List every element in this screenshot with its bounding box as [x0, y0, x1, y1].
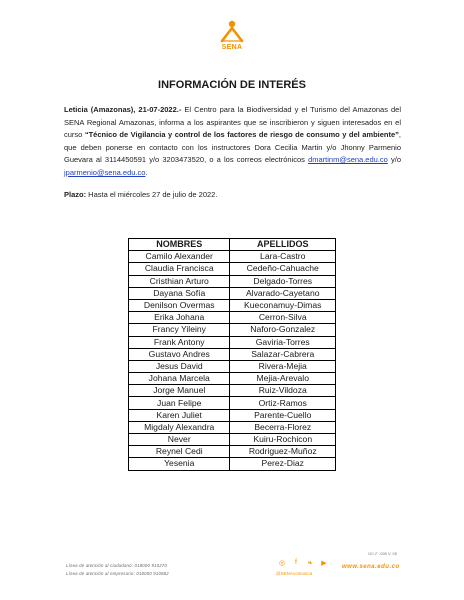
cell-nombre: Juan Felipe: [129, 397, 230, 409]
table-row: [129, 434, 336, 446]
cell-nombre: Erika Johana: [129, 312, 230, 324]
table-header-row: [129, 239, 336, 251]
cell-apellido: Becerra-Florez: [230, 421, 336, 433]
cell-apellido: Salazar-Cabrera: [230, 348, 336, 360]
social-handle: @SENAcomunica: [276, 571, 313, 576]
table-row: [129, 275, 336, 287]
cell-nombre: Jorge Manuel: [129, 385, 230, 397]
facebook-icon[interactable]: f: [295, 559, 297, 566]
sena-logo-icon: [216, 20, 248, 44]
header-apellidos: APELLIDOS: [230, 239, 336, 251]
table-row: [129, 397, 336, 409]
header-nombres: NOMBRES: [129, 239, 230, 251]
table-row: [129, 421, 336, 433]
deadline: [64, 190, 401, 199]
footer-contact: [66, 562, 169, 578]
cell-apellido: Ruiz-Vildoza: [230, 385, 336, 397]
cell-apellido: Delgado-Torres: [230, 275, 336, 287]
email-link-dmartinm[interactable]: dmartinm@sena.edu.co: [308, 155, 388, 165]
cell-apellido: Cerron-Silva: [230, 312, 336, 324]
cell-nombre: Dayana Sofía: [129, 287, 230, 299]
cell-apellido: Parente-Cuello: [230, 409, 336, 421]
cell-apellido: Kuiru-Rochicon: [230, 434, 336, 446]
info-paragraph: [64, 104, 401, 180]
dateline: Leticia (Amazonas), 21-07-2022.-: [64, 105, 182, 114]
table-row: [129, 385, 336, 397]
table-row: [129, 348, 336, 360]
cell-nombre: Yesenia: [129, 458, 230, 470]
deadline-text: Hasta el miércoles 27 de julio de 2022.: [86, 190, 218, 199]
table-row: [129, 409, 336, 421]
paragraph-end: .: [145, 167, 148, 177]
table-row: [129, 373, 336, 385]
business-line: Línea de atención al empresario: 018000 910682: [66, 571, 169, 576]
applicants-table: [128, 238, 336, 471]
document-code: GC-F -005 V. 05: [368, 551, 397, 556]
paragraph-body-1: El Centro para la Biodiversidad y el Turismo del Amazonas del SENA Regional Amazonas, informa a los aspirantes que se inscribieron y siguen interesados en el curso: [64, 105, 401, 140]
cell-nombre: Frank Antony: [129, 336, 230, 348]
citizen-line: Línea de atención al ciudadano: 018000 910270: [66, 563, 167, 568]
table-row: [129, 458, 336, 470]
cell-nombre: Francy Yileiny: [129, 324, 230, 336]
cell-apellido: Lara-Castro: [230, 251, 336, 263]
cell-apellido: Rodriguez-Muñoz: [230, 446, 336, 458]
page-title: INFORMACIÓN DE INTERÉS: [158, 79, 306, 91]
cell-nombre: Never: [129, 434, 230, 446]
cell-apellido: Mejia-Arevalo: [230, 373, 336, 385]
instagram-icon[interactable]: ◎: [278, 560, 286, 567]
cell-apellido: Alvarado-Cayetano: [230, 287, 336, 299]
table-row: [129, 287, 336, 299]
cell-nombre: Camilo Alexander: [129, 251, 230, 263]
table-row: [129, 336, 336, 348]
youtube-icon[interactable]: ▶: [321, 560, 327, 567]
cell-apellido: Naforo-Gonzalez: [230, 324, 336, 336]
cell-apellido: Cedeño-Cahuache: [230, 263, 336, 275]
email-link-jparmenio[interactable]: jparmenio@sena.edu.co: [64, 167, 146, 177]
cell-apellido: Rivera-Mejia: [230, 360, 336, 372]
table-row: [129, 324, 336, 336]
table-row: [129, 251, 336, 263]
cell-nombre: Karen Juliet: [129, 409, 230, 421]
table-row: [129, 263, 336, 275]
cell-nombre: Reynel Cedi: [129, 446, 230, 458]
cell-nombre: Johana Marcela: [129, 373, 230, 385]
deadline-label: Plazo:: [64, 190, 87, 199]
cell-nombre: Denilson Overmas: [129, 299, 230, 311]
cell-nombre: Jesus David: [129, 360, 230, 372]
cell-nombre: Gustavo Andres: [129, 348, 230, 360]
table-row: [129, 299, 336, 311]
cell-nombre: Migdaly Alexandra: [129, 421, 230, 433]
course-name: “Técnico de Vigilancia y control de los factores de riesgo de consumo y del ambiente”: [84, 130, 399, 140]
cell-nombre: Claudia Francisca: [129, 263, 230, 275]
paragraph-body-2: , que deben ponerse en contacto con los instructores Dora Cecilia Martin y/o Jhonny Parmenio Guevara al 3114450591 y/o 3203473520, o a los correos electrónicos: [64, 130, 401, 165]
cell-nombre: Cristhian Arturo: [129, 275, 230, 287]
email-separator: y/o: [387, 155, 401, 165]
sena-logo: [216, 20, 248, 54]
cell-apellido: Kueconamuy-Dimas: [230, 299, 336, 311]
cell-apellido: Perez-Diaz: [230, 458, 336, 470]
cell-apellido: Gaviria-Torres: [230, 336, 336, 348]
table-row: [129, 312, 336, 324]
table-row: [129, 446, 336, 458]
website-link[interactable]: www.sena.edu.co: [342, 564, 400, 570]
twitter-icon[interactable]: ❧: [307, 560, 313, 567]
cell-apellido: Ortiz-Ramos: [230, 397, 336, 409]
table-row: [129, 360, 336, 372]
logo-text: SENA: [221, 44, 243, 51]
social-icons: [278, 559, 328, 567]
